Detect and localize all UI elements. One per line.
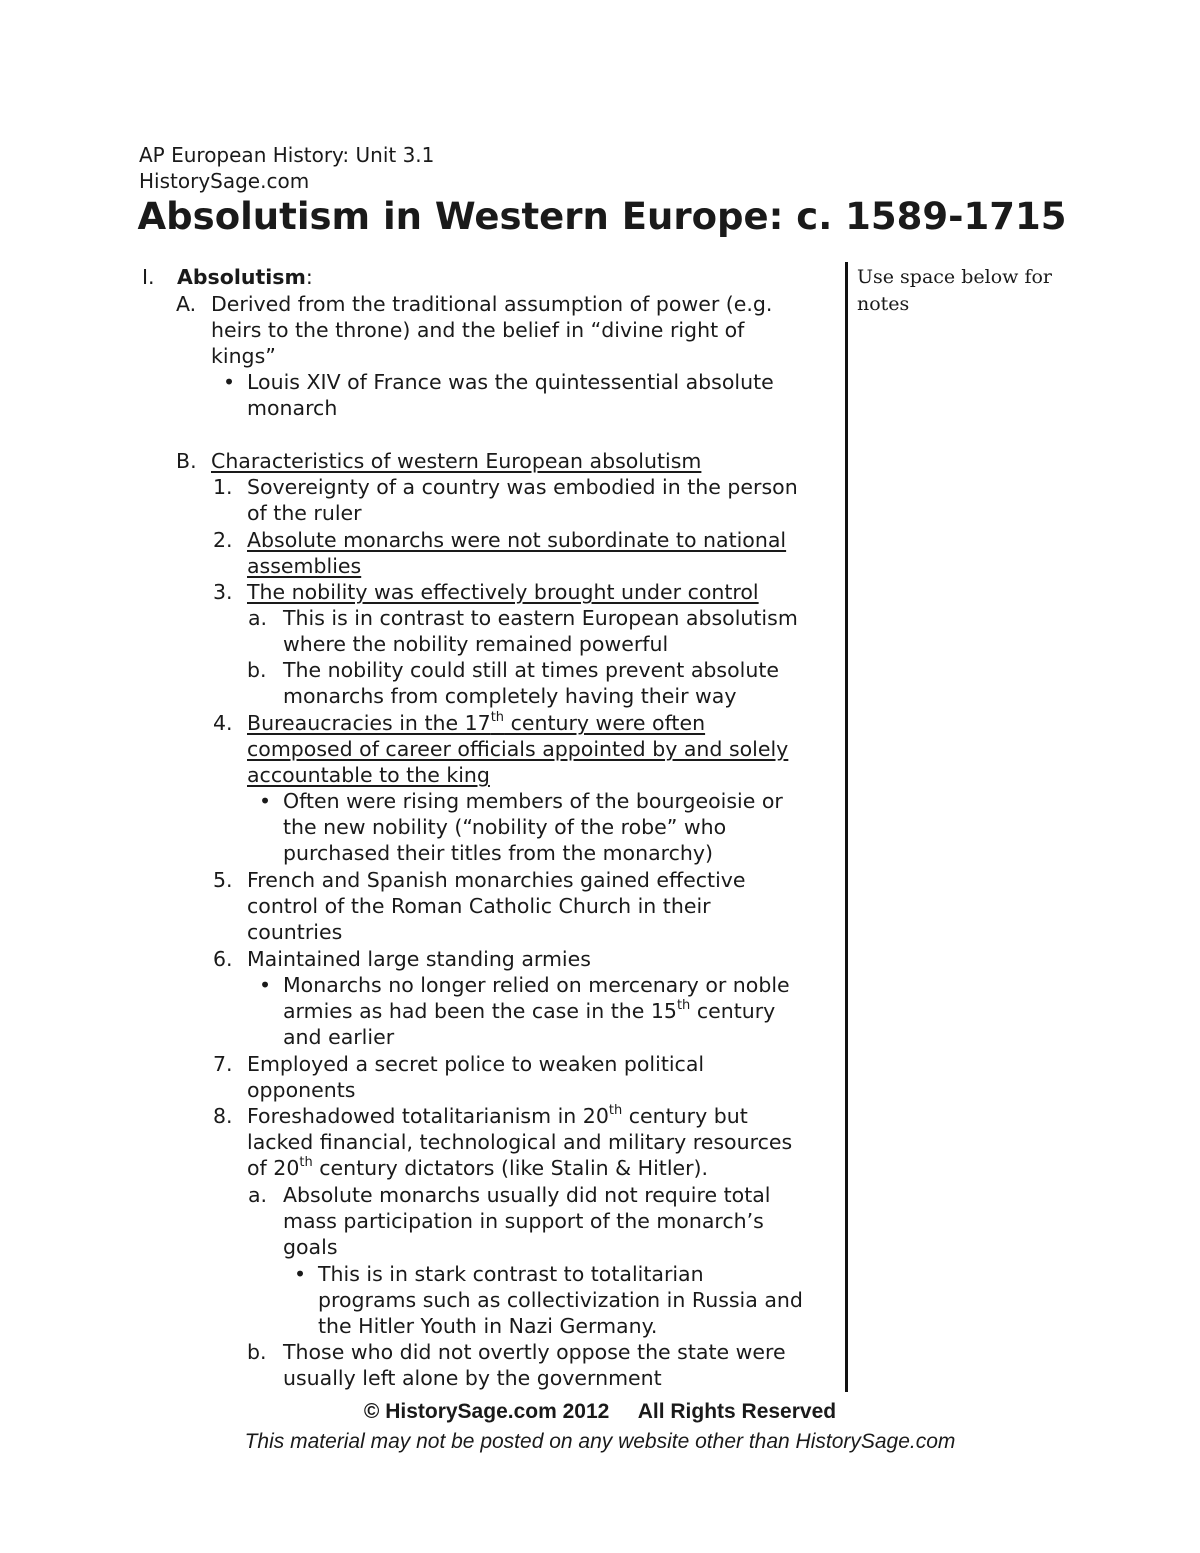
bullet-text: This is in stark contrast to totalitarian	[318, 1262, 704, 1286]
notes-divider	[845, 262, 848, 1392]
text-run: Bureaucracies in the 17	[247, 711, 491, 735]
item-b-marker: B.	[176, 449, 197, 473]
ordinal-suffix: th	[676, 998, 691, 1013]
sub-marker: b.	[247, 1340, 267, 1364]
list-number: 4.	[213, 711, 233, 735]
list-number: 7.	[213, 1052, 233, 1076]
list-text: Employed a secret police to weaken political	[247, 1052, 705, 1076]
list-number: 2.	[213, 528, 233, 552]
item-a-line: heirs to the throne) and the belief in “divine right of	[211, 318, 745, 342]
list-text: opponents	[247, 1078, 356, 1102]
list-text: composed of career officials appointed by and solely	[247, 737, 789, 761]
text-run: of 20	[247, 1156, 300, 1180]
list-number: 1.	[213, 475, 233, 499]
item-b-title: Characteristics of western European absolutism	[211, 449, 702, 473]
list-number: 3.	[213, 580, 233, 604]
list-text: lacked financial, technological and military resources	[247, 1130, 793, 1154]
item-a-marker: A.	[176, 292, 197, 316]
sub-text: monarchs from completely having their way	[283, 684, 737, 708]
section-colon: :	[305, 265, 313, 289]
bullet-icon	[294, 1261, 306, 1287]
text-run: century but	[622, 1104, 748, 1128]
page-title: Absolutism in Western Europe: c. 1589-1715	[137, 195, 1067, 238]
sub-text: mass participation in support of the monarch’s	[283, 1209, 764, 1233]
list-text	[247, 1155, 708, 1181]
item-a-line: Derived from the traditional assumption of power (e.g.	[211, 292, 773, 316]
sub-text: where the nobility remained powerful	[283, 632, 669, 656]
bullet-icon	[259, 788, 271, 814]
bullet-text: and earlier	[283, 1025, 395, 1049]
list-number: 8.	[213, 1104, 233, 1128]
text-run: armies as had been the case in the 15	[283, 999, 677, 1023]
bullet-text: purchased their titles from the monarchy)	[283, 841, 714, 865]
text-run: Foreshadowed totalitarianism in 20	[247, 1104, 609, 1128]
ordinal-suffix: th	[299, 1155, 313, 1170]
list-text: control of the Roman Catholic Church in their	[247, 894, 711, 918]
list-text: Absolute monarchs were not subordinate to national	[247, 528, 787, 552]
bullet-icon	[223, 369, 235, 395]
bullet-text: Louis XIV of France was the quintessential absolute	[247, 370, 774, 394]
sub-text: This is in contrast to eastern European absolutism	[283, 606, 798, 630]
sub-marker: b.	[247, 658, 267, 682]
sub-text: Those who did not overtly oppose the state were	[283, 1340, 786, 1364]
list-text: assemblies	[247, 554, 362, 578]
section-marker: I.	[142, 265, 155, 289]
copyright-text: © HistorySage.com 2012 All Rights Reserved	[363, 1400, 837, 1423]
bullet-text: Often were rising members of the bourgeoisie or	[283, 789, 783, 813]
notes-label: Use space below for notes	[857, 266, 1052, 315]
list-text: countries	[247, 920, 343, 944]
list-text	[247, 710, 705, 736]
list-number: 5.	[213, 868, 233, 892]
item-a-line: kings”	[211, 344, 276, 368]
list-number: 6.	[213, 947, 233, 971]
usage-restriction: This material may not be posted on any website other than HistorySage.com	[244, 1430, 956, 1453]
copyright-notice	[0, 1398, 1200, 1426]
list-text: Sovereignty of a country was embodied in the person	[247, 475, 798, 499]
list-text: Maintained large standing armies	[247, 947, 591, 971]
text-run: century dictators (like Stalin & Hitler).	[312, 1156, 709, 1180]
bullet-text: monarch	[247, 396, 338, 420]
list-text	[247, 1103, 748, 1129]
sub-text: goals	[283, 1235, 338, 1259]
list-text: French and Spanish monarchies gained effective	[247, 868, 746, 892]
text-run: century	[690, 999, 776, 1023]
text-run: century were often	[504, 711, 706, 735]
bullet-icon	[259, 972, 271, 998]
ordinal-suffix: th	[490, 710, 505, 725]
sub-text: Absolute monarchs usually did not require total	[283, 1183, 771, 1207]
sub-text: usually left alone by the government	[283, 1366, 662, 1390]
list-text: accountable to the king	[247, 763, 490, 787]
course-label: AP European History: Unit 3.1	[139, 143, 435, 167]
list-text: The nobility was effectively brought under control	[247, 580, 759, 604]
site-name: HistorySage.com	[139, 169, 310, 193]
bullet-text	[283, 998, 775, 1024]
bullet-text: Monarchs no longer relied on mercenary or noble	[283, 973, 790, 997]
list-text: of the ruler	[247, 501, 362, 525]
section-heading	[177, 264, 313, 290]
section-title: Absolutism	[177, 265, 306, 289]
bullet-text: the new nobility (“nobility of the robe” who	[283, 815, 727, 839]
sub-marker: a.	[248, 1183, 268, 1207]
bullet-text: the Hitler Youth in Nazi Germany.	[318, 1314, 658, 1338]
ordinal-suffix: th	[608, 1103, 623, 1118]
bullet-text: programs such as collectivization in Russia and	[318, 1288, 803, 1312]
sub-marker: a.	[248, 606, 268, 630]
sub-text: The nobility could still at times prevent absolute	[283, 658, 779, 682]
